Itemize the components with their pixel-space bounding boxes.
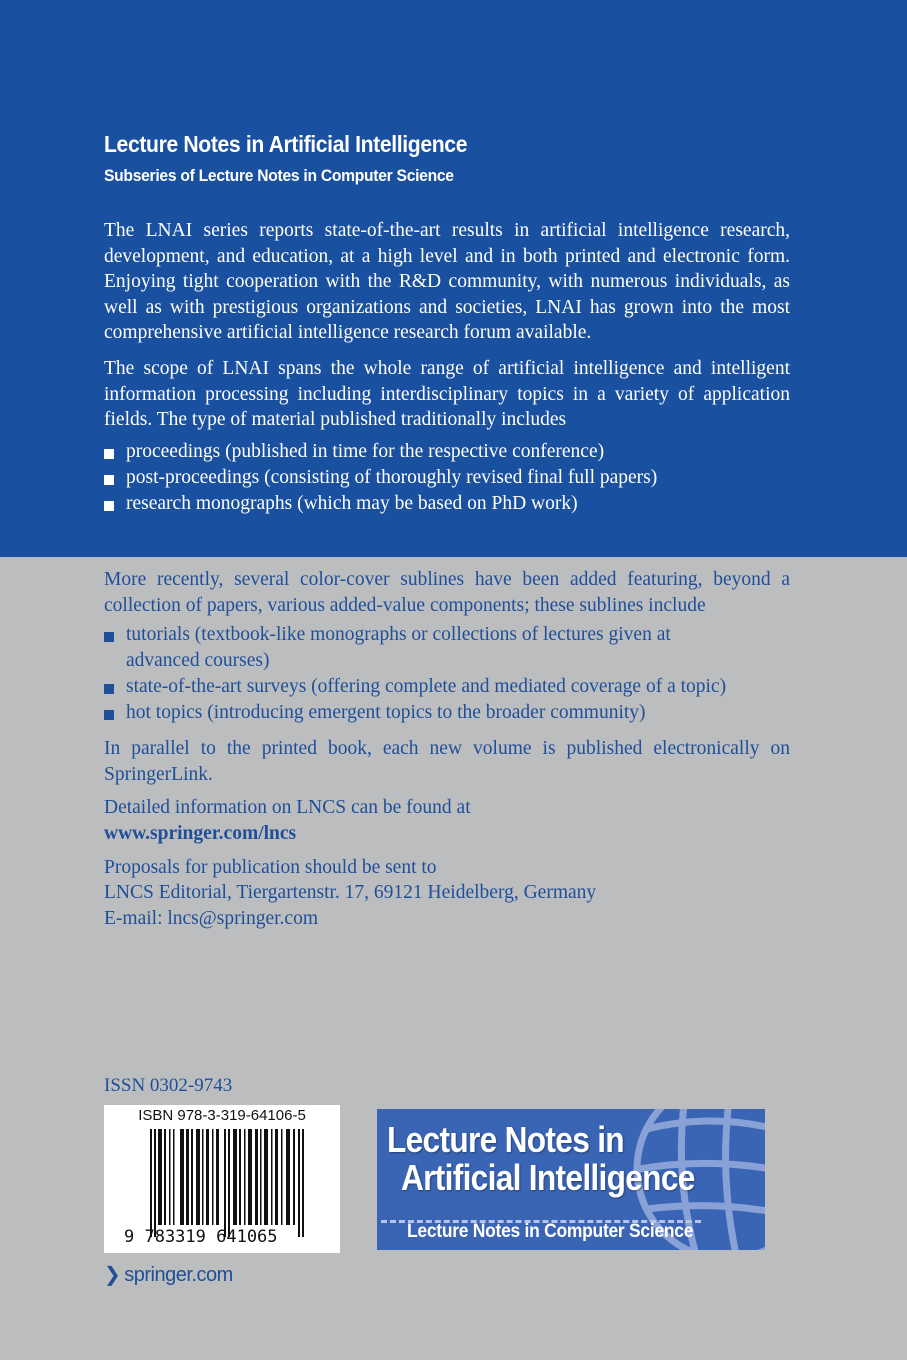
- list-item: tutorials (textbook-like monographs or collections of lectures given at advanced courses): [104, 622, 744, 674]
- sublines-paragraph: More recently, several color-cover sublines have been added featuring, beyond a collection of papers, various added-value components; these sublines include: [104, 569, 790, 616]
- series-subtitle: Subseries of Lecture Notes in Computer Science: [104, 166, 454, 185]
- list-item: post-proceedings (consisting of thoroughly revised final full papers): [104, 465, 790, 491]
- barcode-digits: 9 783319 641065: [124, 1227, 278, 1247]
- info-line: Detailed information on LNCS can be found at: [104, 797, 471, 819]
- list-item: research monographs (which may be based on PhD work): [104, 491, 790, 517]
- editorial-address: LNCS Editorial, Tiergartenstr. 17, 69121 Heidelberg, Germany: [104, 882, 597, 904]
- proposals-line: Proposals for publication should be sent to: [104, 856, 437, 878]
- logo-line-1: Lecture Notes in: [387, 1119, 624, 1160]
- logo-line-2: Artificial Intelligence: [401, 1157, 695, 1198]
- blue-section-body: [104, 218, 790, 517]
- grey-section-body: [104, 567, 790, 931]
- bullet-square-icon: [104, 475, 114, 485]
- barcode-icon: [150, 1129, 310, 1237]
- bullet-square-icon: [104, 501, 114, 511]
- lnai-logo: [377, 1109, 765, 1250]
- issn-number: ISSN 0302-9743: [104, 1075, 233, 1096]
- logo-subline: Lecture Notes in Computer Science: [407, 1221, 694, 1242]
- barcode-panel: [104, 1105, 340, 1253]
- email-contact[interactable]: E-mail: lncs@springer.com: [104, 907, 318, 929]
- bullet-square-icon: [104, 710, 114, 720]
- material-list: [104, 439, 790, 517]
- isbn-number: ISBN 978-3-319-64106-5: [138, 1107, 306, 1124]
- springer-link[interactable]: ❯ springer.com: [104, 1264, 233, 1286]
- springerlink-paragraph: In parallel to the printed book, each new volume is published electronically on SpringerLink.: [104, 738, 790, 785]
- bullet-square-icon: [104, 632, 114, 642]
- bullet-square-icon: [104, 684, 114, 694]
- lncs-url-link[interactable]: www.springer.com/lncs: [104, 822, 297, 844]
- list-item: proceedings (published in time for the respective conference): [104, 439, 790, 465]
- bullet-square-icon: [104, 449, 114, 459]
- intro-paragraph: The LNAI series reports state-of-the-art results in artificial intelligence research, development, and education, at a high level and in both printed and electronic form. Enjoying tight cooperation with the R&D community, with numerous individuals, as well as with prestigious organizations and societies, LNAI has grown into the most comprehensive artificial intelligence research forum available.: [104, 220, 790, 344]
- series-title: Lecture Notes in Artificial Intelligence: [104, 131, 468, 157]
- list-item: state-of-the-art surveys (offering complete and mediated coverage of a topic): [104, 674, 744, 700]
- chevron-right-icon: ❯: [104, 1264, 121, 1286]
- list-item: hot topics (introducing emergent topics to the broader community): [104, 700, 744, 726]
- scope-paragraph: The scope of LNAI spans the whole range of artificial intelligence and intelligent information processing including interdisciplinary topics in a variety of application fields. The type of material published traditionally includes: [104, 357, 790, 431]
- sublines-list: [104, 622, 744, 726]
